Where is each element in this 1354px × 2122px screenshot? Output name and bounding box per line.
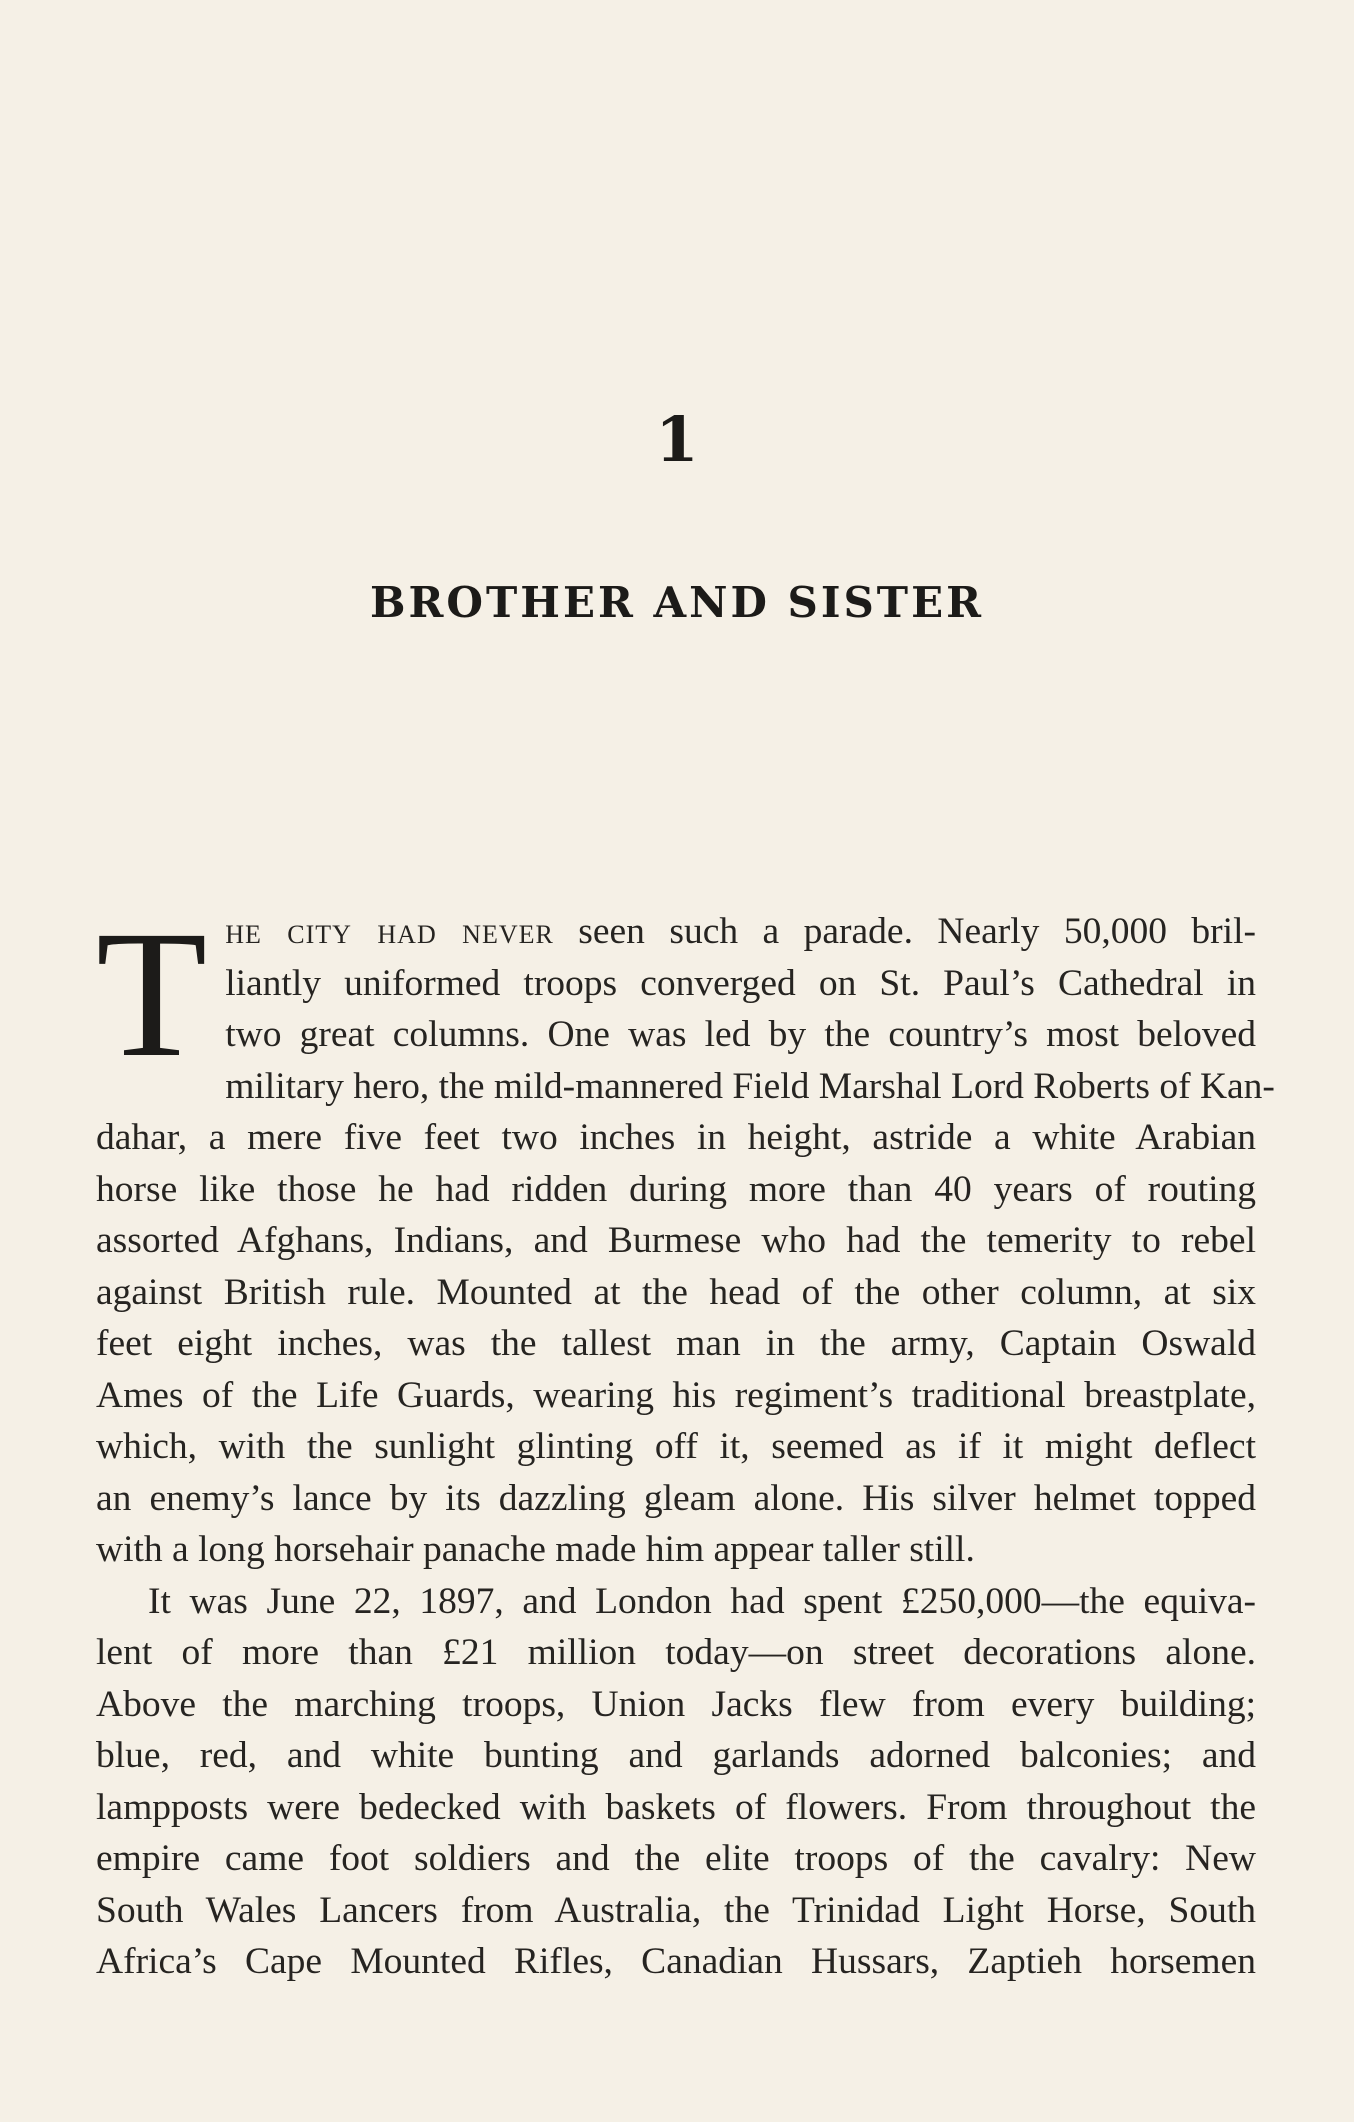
text-line: dahar, a mere five feet two inches in height, astride a white Arabian — [96, 1117, 1256, 1158]
body-text — [96, 894, 1275, 1988]
text-line: which, with the sunlight glinting off it, seemed as if it might deflect — [96, 1426, 1256, 1467]
text-line: feet eight inches, was the tallest man in the army, Captain Oswald — [96, 1323, 1256, 1364]
text-line: two great columns. One was led by the country’s most beloved — [225, 1014, 1256, 1055]
text-line: South Wales Lancers from Australia, the Trinidad Light Horse, South — [96, 1889, 1256, 1931]
text-line: Above the marching troops, Union Jacks flew from every building; — [96, 1683, 1256, 1725]
text-line: assorted Afghans, Indians, and Burmese who had the temerity to rebel — [96, 1220, 1256, 1261]
text-line: blue, red, and white bunting and garlands adorned balconies; and — [96, 1735, 1256, 1776]
text-line: It was June 22, 1897, and London had spent £250,000—the equiva- — [148, 1580, 1256, 1622]
text-line: horse like those he had ridden during more than 40 years of routing — [96, 1168, 1256, 1210]
paragraph-1 — [96, 894, 1275, 1576]
text-line: lampposts were bedecked with baskets of flowers. From throughout the — [96, 1786, 1256, 1828]
paragraph-2 — [96, 1576, 1256, 1988]
text-line: empire came foot soldiers and the elite troops of the cavalry: New — [96, 1838, 1256, 1879]
chapter-number: 1 — [655, 403, 699, 476]
text-line-rest: seen such a parade. Nearly 50,000 bril- — [553, 911, 1256, 952]
drop-cap: T — [96, 894, 208, 1095]
text-line: with a long horsehair panache made him appear taller still. — [96, 1529, 975, 1570]
chapter-title: BROTHER AND SISTER — [370, 578, 984, 627]
text-line: lent of more than £21 million today—on street decorations alone. — [96, 1632, 1256, 1673]
text-line: an enemy’s lance by its dazzling gleam alone. His silver helmet topped — [96, 1477, 1256, 1519]
text-line — [96, 906, 1256, 958]
small-caps-lead: he city had never — [225, 911, 554, 952]
text-line: Africa’s Cape Mounted Rifles, Canadian Hussars, Zaptieh horsemen — [96, 1941, 1256, 1982]
text-line: against British rule. Mounted at the head of the other column, at six — [96, 1271, 1256, 1313]
text-line: Ames of the Life Guards, wearing his regiment’s traditional breastplate, — [96, 1374, 1256, 1416]
text-line: liantly uniformed troops converged on St. Paul’s Cathedral in — [225, 962, 1256, 1004]
text-line: military hero, the mild-mannered Field Marshal Lord Roberts of Kan- — [225, 1065, 1275, 1107]
